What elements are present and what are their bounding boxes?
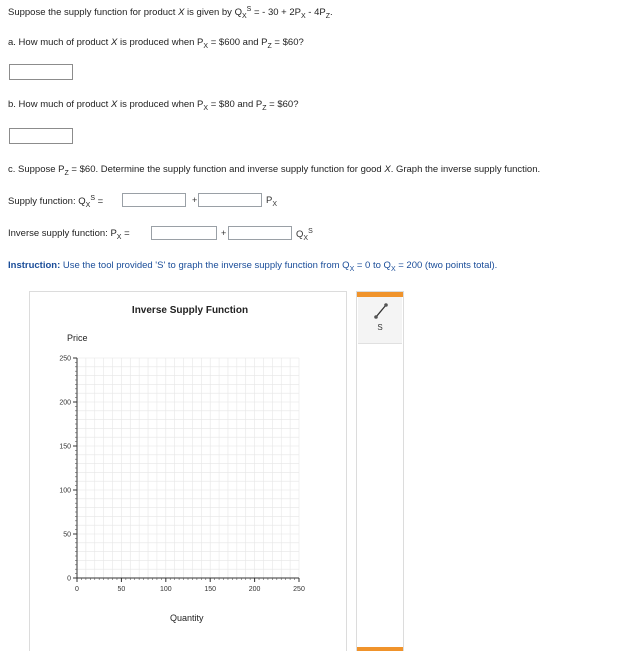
x-tick-label: 100 — [159, 586, 172, 593]
x-tick-label: 50 — [117, 586, 126, 593]
y-tick-label: 250 — [59, 355, 71, 363]
tool-panel-bottom-bar — [357, 647, 403, 651]
supply-plus-operator: + — [192, 195, 198, 205]
part-a-question: a. How much of product X is produced when $P_X$ = $600 and $P_Z$ = $60? — [8, 37, 304, 50]
tool-panel — [356, 291, 404, 651]
part-c-question: c. Suppose $P_Z$ = $60. Determine the supply function and inverse supply function for good X. Graph the inverse supply function. — [8, 164, 541, 177]
plot-grid — [77, 358, 299, 578]
instruction-text: Instruction: Use the tool provided 'S' to graph the inverse supply function from $Q_X = 0$ to $Q_X = 200$ (two points total). — [8, 260, 498, 273]
y-tick-label: 50 — [63, 531, 71, 539]
x-tick-label: 150 — [204, 586, 217, 593]
y-tick-label: 150 — [59, 443, 71, 451]
part-b-answer-input[interactable] — [9, 128, 73, 144]
x-tick-label: 250 — [293, 586, 305, 593]
inverse-intercept-input[interactable] — [151, 226, 217, 240]
supply-function-label: Supply function: $Q_X^S$ = — [8, 195, 104, 210]
line-segment-icon — [358, 297, 402, 323]
plot-axes — [59, 356, 305, 594]
x-tick-label: 0 — [75, 586, 79, 593]
x-axis-label: Quantity — [170, 613, 204, 623]
graph-title: Inverse Supply Function — [131, 305, 249, 316]
inverse-slope-input[interactable] — [228, 226, 292, 240]
question-intro: Suppose the supply function for product X is given by $Q_X^S$ = - $30 + 2P_X - 4P_Z$. — [8, 6, 333, 21]
inverse-supply-label: Inverse supply function: $P_X$ = — [8, 228, 130, 241]
graph-panel — [29, 291, 347, 651]
supply-px-variable: $P_X$ — [266, 195, 278, 208]
supply-slope-input[interactable] — [198, 193, 262, 207]
part-a-answer-input[interactable] — [9, 64, 73, 80]
part-b-question: b. How much of product X is produced when $P_X$ = $80 and $P_Z$ = $60? — [8, 99, 299, 112]
y-tick-label: 200 — [59, 399, 71, 407]
inverse-qxs-variable: $Q_X^S$ — [296, 228, 313, 243]
supply-line-tool-button[interactable] — [358, 297, 402, 344]
y-axis-label: Price — [67, 333, 88, 343]
y-tick-label: 0 — [67, 575, 71, 583]
inverse-plus-operator: + — [221, 228, 227, 238]
supply-line-tool-label: S — [377, 323, 383, 332]
x-tick-label: 200 — [248, 586, 261, 593]
graph-canvas[interactable] — [30, 292, 346, 652]
y-tick-label: 100 — [59, 487, 71, 495]
supply-intercept-input[interactable] — [122, 193, 186, 207]
